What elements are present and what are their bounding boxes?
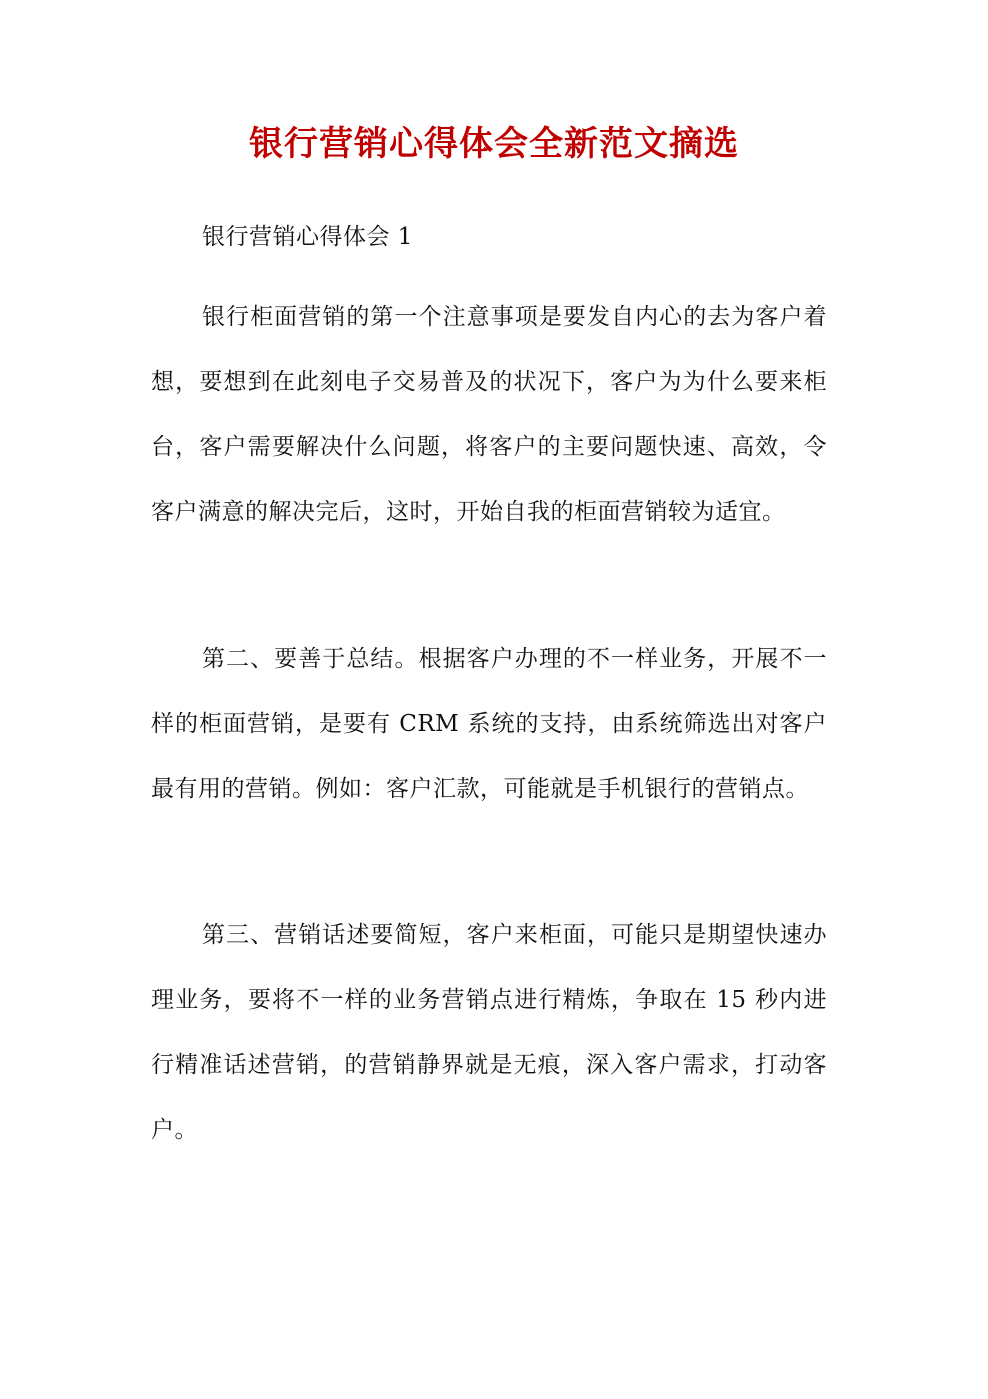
section-heading-text: 银行营销心得体会 1 bbox=[202, 224, 413, 250]
section-heading bbox=[151, 205, 827, 270]
paragraph-3 bbox=[151, 903, 827, 1163]
paragraph-text: 第三、营销话述要简短，客户来柜面，可能只是期望快速办理业务，要将不一样的业务营销点进行精炼，争取在 15 秒内进行精准话述营销，的营销静界就是无痕，深入客户需求，打动客户。 bbox=[151, 922, 827, 1143]
paragraph-2 bbox=[151, 627, 827, 822]
paragraph-1 bbox=[151, 285, 827, 545]
paragraph-text: 银行柜面营销的第一个注意事项是要发自内心的去为客户着想，要想到在此刻电子交易普及的状况下，客户为为什么要来柜台，客户需要解决什么问题，将客户的主要问题快速、高效，令客户满意的解决完后，这时，开始自我的柜面营销较为适宜。 bbox=[151, 304, 827, 525]
page-title: 银行营销心得体会全新范文摘选 bbox=[249, 124, 739, 164]
paragraph-text: 第二、要善于总结。根据客户办理的不一样业务，开展不一样的柜面营销，是要有 CRM 系统的支持，由系统筛选出对客户最有用的营销。例如：客户汇款，可能就是手机银行的营销点。 bbox=[151, 646, 827, 802]
